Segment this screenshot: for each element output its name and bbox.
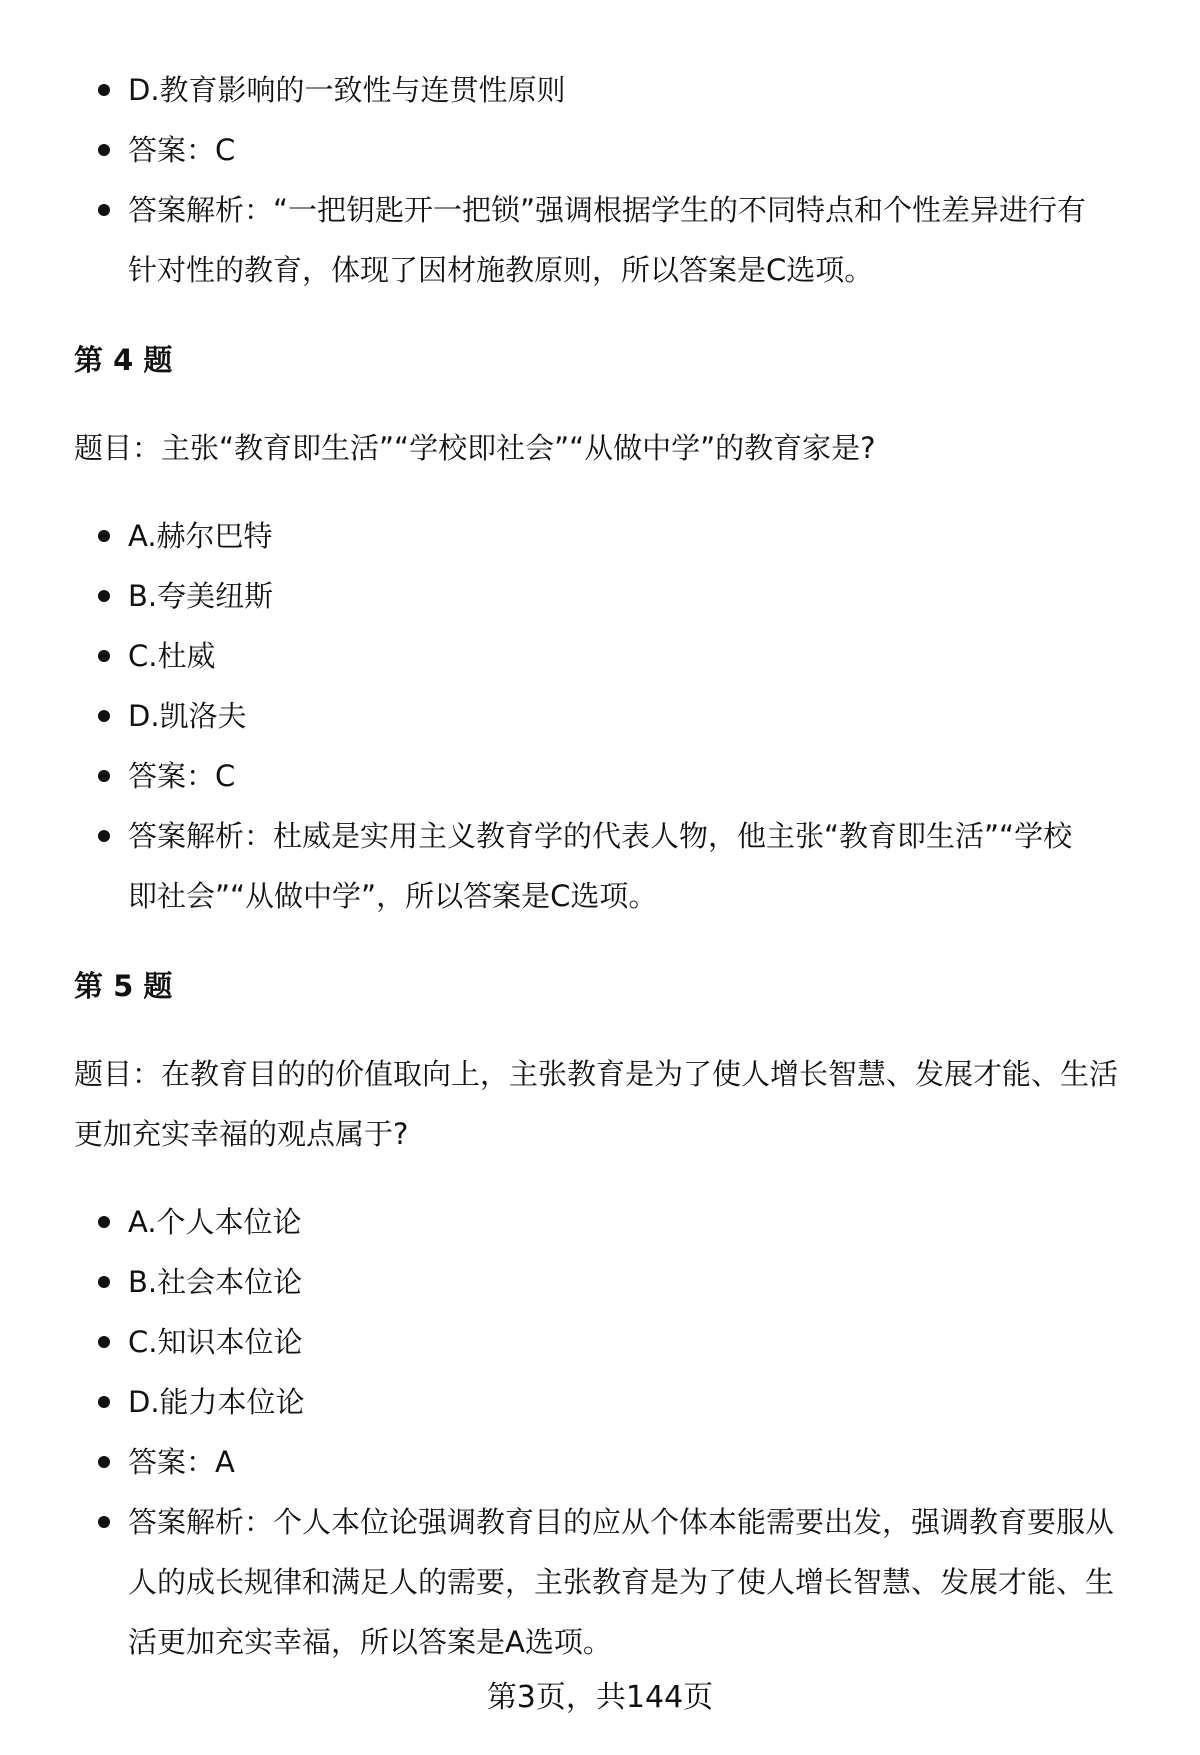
bullet xyxy=(98,1336,110,1348)
q3-analysis-line1: 答案解析：“一把钥匙开一把锁”强调根据学生的不同特点和个性差异进行有 xyxy=(128,193,1087,227)
q5-analysis-line1: 答案解析：个人本位论强调教育目的应从个体本能需要出发，强调教育要服从 xyxy=(128,1505,1115,1539)
q3-analysis-line2: 针对性的教育，体现了因材施教原则，所以答案是C选项。 xyxy=(128,253,874,287)
page-number-footer: 第3页，共144页 xyxy=(486,1680,714,1715)
bullet xyxy=(98,1456,110,1468)
q5-answer: 答案：A xyxy=(128,1445,235,1479)
bullet xyxy=(98,84,110,96)
q5-option-a: A.个人本位论 xyxy=(128,1205,302,1239)
bullet xyxy=(98,770,110,782)
q5-analysis-line2: 人的成长规律和满足人的需要，主张教育是为了使人增长智慧、发展才能、生 xyxy=(128,1565,1115,1599)
q5-question-line2: 更加充实幸福的观点属于? xyxy=(74,1117,409,1151)
bullet xyxy=(98,830,110,842)
q5-analysis-line3: 活更加充实幸福，所以答案是A选项。 xyxy=(128,1625,612,1659)
bullet xyxy=(98,590,110,602)
bullet xyxy=(98,204,110,216)
q4-heading: 第 4 题 xyxy=(74,343,173,377)
q5-question-line1: 题目：在教育目的的价值取向上，主张教育是为了使人增长智慧、发展才能、生活 xyxy=(74,1057,1119,1091)
q3-answer: 答案：C xyxy=(128,133,236,167)
q4-answer: 答案：C xyxy=(128,759,236,793)
q4-question: 题目：主张“教育即生活”“学校即社会”“从做中学”的教育家是? xyxy=(74,431,876,465)
q5-heading: 第 5 题 xyxy=(74,969,173,1003)
q4-analysis-line1: 答案解析：杜威是实用主义教育学的代表人物，他主张“教育即生活”“学校 xyxy=(128,819,1073,853)
q4-option-b: B.夸美纽斯 xyxy=(128,579,274,613)
bullet xyxy=(98,1216,110,1228)
q3-option-d: D.教育影响的一致性与连贯性原则 xyxy=(128,73,566,107)
bullet xyxy=(98,530,110,542)
bullet xyxy=(98,144,110,156)
q5-option-d: D.能力本位论 xyxy=(128,1385,305,1419)
bullet xyxy=(98,1396,110,1408)
bullet xyxy=(98,710,110,722)
q4-analysis-line2: 即社会”“从做中学”，所以答案是C选项。 xyxy=(128,879,658,913)
q5-option-c: C.知识本位论 xyxy=(128,1325,303,1359)
bullet xyxy=(98,1276,110,1288)
q5-option-b: B.社会本位论 xyxy=(128,1265,303,1299)
q4-option-c: C.杜威 xyxy=(128,639,216,673)
bullet xyxy=(98,650,110,662)
q4-option-a: A.赫尔巴特 xyxy=(128,519,273,553)
bullet xyxy=(98,1516,110,1528)
q4-option-d: D.凯洛夫 xyxy=(128,699,247,733)
